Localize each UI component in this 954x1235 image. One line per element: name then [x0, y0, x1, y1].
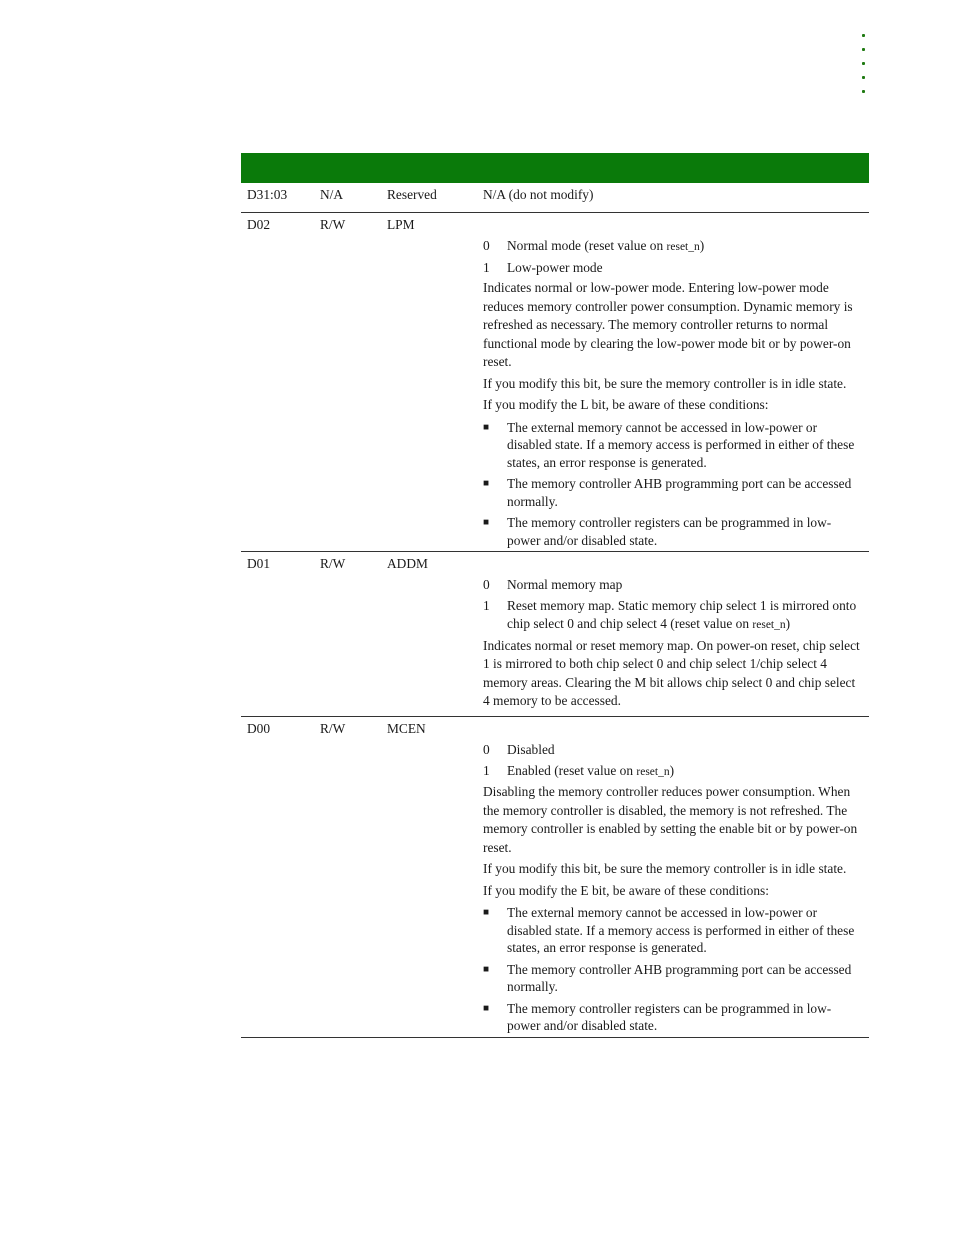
bit-field: D31:03 [247, 187, 288, 202]
table-row [241, 552, 869, 717]
bullet-icon: ■ [483, 1002, 490, 1014]
bullet-text: The external memory cannot be accessed in low-power or disabled state. If a memory access is performed in either of these states, an error response is generated. [507, 419, 855, 470]
option-suffix: ) [699, 238, 705, 253]
option-label [507, 762, 674, 782]
bullet-icon: ■ [483, 963, 490, 975]
table-header-bar [241, 153, 869, 183]
option-value: 1 [483, 762, 490, 778]
access-field: N/A [320, 187, 344, 202]
signal-name: reset_n [666, 241, 700, 253]
bullet-icon: ■ [483, 517, 490, 528]
option-value: 0 [483, 577, 490, 592]
description [483, 717, 869, 1035]
mnemonic-field: LPM [387, 217, 415, 232]
option-value: 0 [483, 238, 490, 253]
option-label: Disabled [507, 742, 555, 757]
signal-name: reset_n [752, 619, 786, 631]
access-field: R/W [320, 556, 346, 571]
bit-field: D01 [247, 556, 271, 571]
option-label [507, 597, 863, 635]
option-value: 0 [483, 742, 490, 757]
bit-field: D02 [247, 217, 271, 232]
option-item [483, 597, 863, 635]
option-value: 1 [483, 597, 490, 613]
description [483, 213, 869, 549]
list-item [483, 475, 863, 510]
signal-name: reset_n [636, 765, 670, 778]
option-item [483, 576, 863, 595]
dot [862, 76, 865, 79]
option-item [483, 237, 863, 257]
description-paragraph: Indicates normal or low-power mode. Entering low-power mode reduces memory controller power consumption. Dynamic memory is refreshed as necessary. The memory controller returns to normal functional mode by clearing the low-power mode bit or by power-on reset. [483, 280, 853, 369]
bullet-text: The memory controller AHB programming port can be accessed normally. [507, 961, 852, 994]
option-label [507, 237, 704, 257]
bullet-icon: ■ [483, 907, 490, 918]
table-row [241, 183, 869, 213]
option-label: Low-power mode [507, 259, 603, 275]
option-suffix: ) [785, 616, 791, 631]
access-field: R/W [320, 721, 346, 736]
description-paragraph: If you modify this bit, be sure the memory controller is in idle state. [483, 861, 847, 876]
option-item [483, 259, 863, 278]
option-text: Enabled (reset value on [507, 762, 637, 778]
option-item [483, 762, 863, 782]
description-paragraph: If you modify the E bit, be aware of these conditions: [483, 882, 769, 898]
description: N/A (do not modify) [483, 187, 594, 202]
bullet-text: The memory controller registers can be programmed in low-power and/or disabled state. [507, 515, 832, 548]
mnemonic-field: Reserved [387, 187, 437, 202]
register-bit-table [241, 153, 869, 1038]
bit-field: D00 [247, 721, 271, 736]
description-paragraph: If you modify the L bit, be aware of these conditions: [483, 397, 769, 412]
bullet-icon: ■ [483, 478, 490, 489]
bullet-text: The memory controller AHB programming port can be accessed normally. [507, 476, 852, 509]
description-paragraph: If you modify this bit, be sure the memory controller is in idle state. [483, 375, 847, 391]
dot [862, 34, 865, 37]
option-suffix: ) [669, 762, 675, 778]
option-text: Reset memory map. Static memory chip select 1 is mirrored onto chip select 0 and chip select 4 (reset value on [507, 597, 857, 631]
description [483, 552, 869, 711]
option-value: 1 [483, 259, 490, 275]
list-item [483, 961, 863, 996]
mnemonic-field: ADDM [387, 556, 428, 571]
list-item [483, 1000, 863, 1035]
option-item [483, 741, 863, 760]
bullet-icon: ■ [483, 421, 490, 433]
list-item [483, 419, 863, 472]
dot [862, 62, 865, 65]
access-field: R/W [320, 217, 346, 232]
mnemonic-field: MCEN [387, 721, 426, 736]
option-text: Normal mode (reset value on [507, 238, 667, 253]
description-paragraph: Indicates normal or reset memory map. On power-on reset, chip select 1 is mirrored to both chip select 0 and chip select 1/chip select 4 memory areas. Clearing the M bit allows chip select 0 and chip select 4 memory to be accessed. [483, 637, 860, 708]
table-row [241, 213, 869, 552]
table-row [241, 717, 869, 1038]
vertical-dots-icon [862, 34, 870, 104]
list-item [483, 514, 863, 549]
dot [862, 48, 865, 51]
option-label: Normal memory map [507, 577, 623, 592]
description-paragraph: Disabling the memory controller reduces power consumption. When the memory controller is disabled, the memory is not refreshed. The memory controller is enabled by setting the enable bit or by power-on reset. [483, 784, 858, 855]
bullet-text: The external memory cannot be accessed in low-power or disabled state. If a memory access is performed in either of these states, an error response is generated. [507, 905, 855, 955]
bullet-text: The memory controller registers can be programmed in low-power and/or disabled state. [507, 1000, 832, 1033]
dot [862, 90, 865, 93]
list-item [483, 904, 863, 957]
